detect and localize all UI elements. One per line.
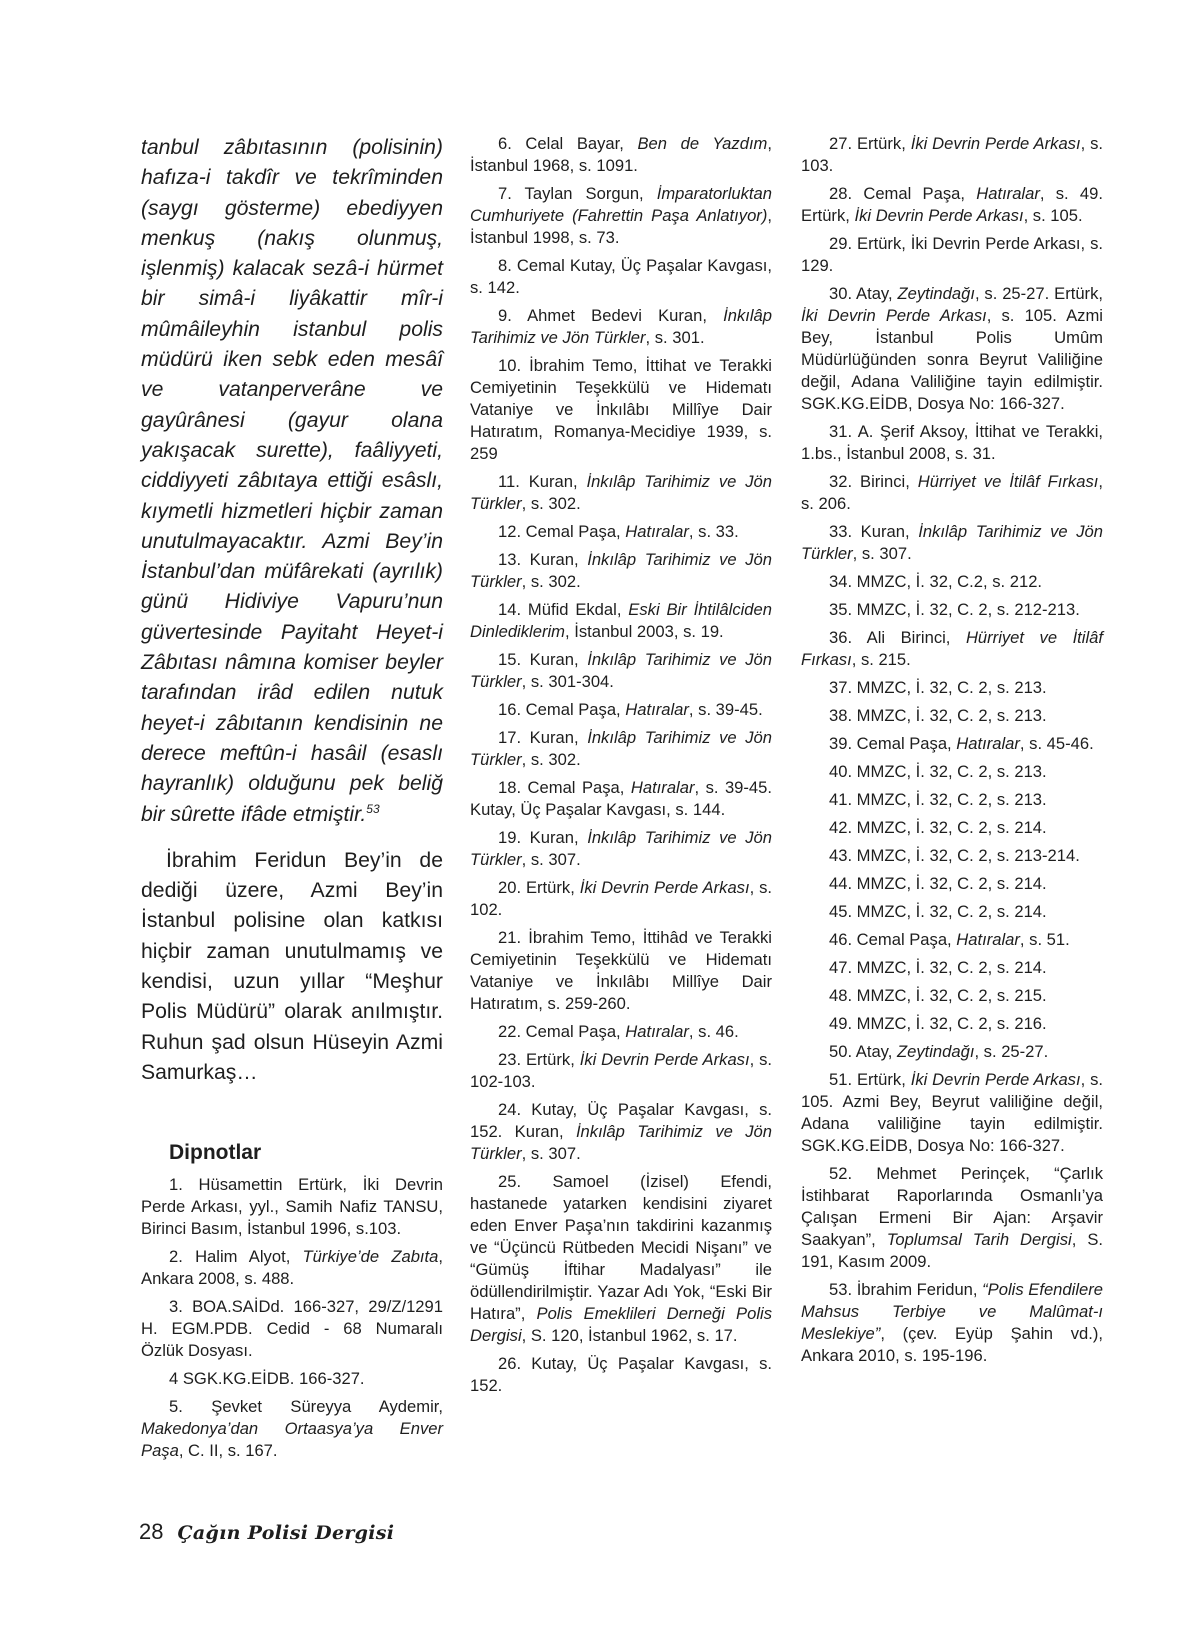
footnote-17: 17. Kuran, İnkılâp Tarihimiz ve Jön Türkler, s. 302. xyxy=(470,728,772,769)
footnote-4: 4 SGK.KG.EİDB. 166-327. xyxy=(169,1369,365,1389)
footnote-40: 40. MMZC, İ. 32, C. 2, s. 213. xyxy=(829,762,1047,781)
footnote-21: 21. İbrahim Temo, İttihâd ve Terakki Cemiyetinin Teşekkülü ve Hidematı Vataniye ve İnkılâbı Millîye Dair Hatıratım, s. 259-260. xyxy=(470,928,772,1013)
footnote-3: 3. BOA.SAİDd. 166-327, 29/Z/1291 H. EGM.PDB. Cedid - 68 Numaralı Özlük Dosyası. xyxy=(141,1297,443,1361)
footnote-39: 39. Cemal Paşa, Hatıralar, s. 45-46. xyxy=(829,734,1094,753)
left-column xyxy=(141,133,443,1468)
footnote-45: 45. MMZC, İ. 32, C. 2, s. 214. xyxy=(829,902,1047,921)
footnote-47: 47. MMZC, İ. 32, C. 2, s. 214. xyxy=(829,958,1047,977)
footnote-32: 32. Birinci, Hürriyet ve İtilâf Fırkası, s. 206. xyxy=(801,472,1103,513)
footnote-27: 27. Ertürk, İki Devrin Perde Arkası, s. 103. xyxy=(801,134,1103,175)
footnote-52: 52. Mehmet Perinçek, “Çarlık İstihbarat Raporlarında Osmanlı’ya Çalışan Ermeni Bir Ajan: Arşavir Saakyan”, Toplumsal Tarih Dergisi, S. 191, Kasım 2009. xyxy=(801,1164,1104,1271)
footnote-19: 19. Kuran, İnkılâp Tarihimiz ve Jön Türkler, s. 307. xyxy=(470,828,772,869)
footnote-15: 15. Kuran, İnkılâp Tarihimiz ve Jön Türkler, s. 301-304. xyxy=(470,650,772,691)
footnote-46: 46. Cemal Paşa, Hatıralar, s. 51. xyxy=(829,930,1070,949)
footnote-5: 5. Şevket Süreyya Aydemir, Makedonya’dan Ortaasya’ya Enver Paşa, C. II, s. 167. xyxy=(141,1397,443,1461)
footnote-24: 24. Kutay, Üç Paşalar Kavgası, s. 152. Kuran, İnkılâp Tarihimiz ve Jön Türkler, s. 307. xyxy=(470,1100,772,1163)
footnote-44: 44. MMZC, İ. 32, C. 2, s. 214. xyxy=(829,874,1047,893)
footnote-10: 10. İbrahim Temo, İttihat ve Terakki Cemiyetinin Teşekkülü ve Hidematı Vataniye ve İnkılâbı Millîye Dair Hatıratım, Romanya-Mecidiye 1939, s. 259 xyxy=(470,356,772,463)
footnote-23: 23. Ertürk, İki Devrin Perde Arkası, s. 102-103. xyxy=(470,1050,772,1091)
right-column xyxy=(801,133,1103,1373)
footnote-group-3 xyxy=(801,133,1103,1367)
page-footer xyxy=(139,1518,394,1548)
footnote-29: 29. Ertürk, İki Devrin Perde Arkası, s. 129. xyxy=(801,234,1103,275)
footnote-51: 51. Ertürk, İki Devrin Perde Arkası, s. 105. Azmi Bey, Beyrut valiliğine değil, Adana valiliğine tayin edilmiştir. SGK.KG.EİDB, Dosya No: 166-327. xyxy=(801,1070,1103,1155)
footnote-7: 7. Taylan Sorgun, İmparatorluktan Cumhuriyete (Fahrettin Paşa Anlatıyor), İstanbul 1998, s. 73. xyxy=(470,184,772,247)
footnote-8: 8. Cemal Kutay, Üç Paşalar Kavgası, s. 142. xyxy=(470,256,772,297)
journal-name: Çağın Polisi Dergisi xyxy=(177,1522,395,1544)
footnote-9: 9. Ahmet Bedevi Kuran, İnkılâp Tarihimiz ve Jön Türkler, s. 301. xyxy=(470,306,772,347)
footnote-53: 53. İbrahim Feridun, “Polis Efendilere Mahsus Terbiye ve Malûmat-ı Meslekiye”, (çev. Eyüp Şahin vd.), Ankara 2010, s. 195-196. xyxy=(801,1280,1103,1365)
footnote-20: 20. Ertürk, İki Devrin Perde Arkası, s. 102. xyxy=(470,878,772,919)
footnote-14: 14. Müfid Ekdal, Eski Bir İhtilâlciden Dinlediklerim, İstanbul 2003, s. 19. xyxy=(470,600,772,641)
footnote-50: 50. Atay, Zeytindağı, s. 25-27. xyxy=(829,1042,1049,1061)
footnote-42: 42. MMZC, İ. 32, C. 2, s. 214. xyxy=(829,818,1047,837)
footnote-22: 22. Cemal Paşa, Hatıralar, s. 46. xyxy=(498,1022,739,1041)
footnote-38: 38. MMZC, İ. 32, C. 2, s. 213. xyxy=(829,706,1047,725)
footnote-48: 48. MMZC, İ. 32, C. 2, s. 215. xyxy=(829,986,1047,1005)
footnote-43: 43. MMZC, İ. 32, C. 2, s. 213-214. xyxy=(829,846,1080,865)
quote-block xyxy=(141,133,443,830)
footnote-26: 26. Kutay, Üç Paşalar Kavgası, s. 152. xyxy=(470,1354,772,1395)
footnote-6: 6. Celal Bayar, Ben de Yazdım, İstanbul 1968, s. 1091. xyxy=(470,134,772,175)
quote-text: tanbul zâbıtasının (polisinin) hafıza-i takdîr ve tekrîminden (saygı gösterme) ebediyyen menkuş (nakış olunmuş, işlenmiş) kalacak sezâ-i hürmet bir simâ-i liyâkattir mîr-i mûmâileyhin istanbul polis müdürü iken sebk eden mesâî ve vatanperverâne ve gayûrânesi (gayur olana yakışacak surette), faâliyyeti, ciddiyyeti zâbıtaya ettiği esâslı, kıymetli hizmetleri hiçbir zaman unutulmayacaktır. Azmi Bey’in İstanbul’dan müfârekati (ayrılık) günü Hidiviye Vapuru’nun güvertesinde Payitaht Heyet-i Zâbıtası nâmına komiser beyler tarafından irâd edilen nutuk heyet-i zâbıtanın kendisinin ne derece meftûn-i hasâil (esaslı hayranlık) olduğunu pek beliğ bir sûrette ifâde etmiştir. xyxy=(141,136,443,826)
footnote-35: 35. MMZC, İ. 32, C. 2, s. 212-213. xyxy=(829,600,1080,619)
page-number: 28 xyxy=(139,1519,164,1544)
footnote-16: 16. Cemal Paşa, Hatıralar, s. 39-45. xyxy=(498,700,763,719)
footnote-28: 28. Cemal Paşa, Hatıralar, s. 49. Ertürk, İki Devrin Perde Arkası, s. 105. xyxy=(801,184,1104,225)
body-paragraph: İbrahim Feridun Bey’in de dediği üzere, Azmi Bey’in İstanbul polisine olan katkısı hiçbir zaman unutulmamış ve kendisi, uzun yıllar “Meşhur Polis Müdürü” olarak anılmıştır. Ruhun şad olsun Hüseyin Azmi Samurkaş… xyxy=(141,848,443,1084)
footnote-12: 12. Cemal Paşa, Hatıralar, s. 33. xyxy=(498,522,739,541)
footnote-34: 34. MMZC, İ. 32, C.2, s. 212. xyxy=(829,572,1043,591)
footnote-30: 30. Atay, Zeytindağı, s. 25-27. Ertürk, İki Devrin Perde Arkası, s. 105. Azmi Bey, İstanbul Polis Umûm Müdürlüğünden sonra Beyrut Valiliğine değil, Adana Valiliğine tayin edilmiştir. SGK.KG.EİDB, Dosya No: 166-327. xyxy=(801,284,1103,413)
footnote-33: 33. Kuran, İnkılâp Tarihimiz ve Jön Türkler, s. 307. xyxy=(801,522,1103,563)
footnote-37: 37. MMZC, İ. 32, C. 2, s. 213. xyxy=(829,678,1047,697)
footnote-11: 11. Kuran, İnkılâp Tarihimiz ve Jön Türkler, s. 302. xyxy=(470,472,772,513)
quote-footnote-ref[interactable]: 53 xyxy=(366,801,380,816)
quote-paragraph xyxy=(141,133,443,830)
footnote-group-1 xyxy=(141,1174,443,1462)
footnote-group-2 xyxy=(470,133,772,1397)
footnote-1: 1. Hüsamettin Ertürk, İki Devrin Perde Arkası, yyl., Samih Nafiz TANSU, Birinci Basım, İstanbul 1996, s.103. xyxy=(141,1175,443,1239)
footnote-41: 41. MMZC, İ. 32, C. 2, s. 213. xyxy=(829,790,1047,809)
footnote-25: 25. Samoel (İzisel) Efendi, hastanede yatarken kendisini ziyaret eden Enver Paşa’nın takdirini kazanmış ve “Üçüncü Rütbeden Mecidi Nişanı” ve “Gümüş İftihar Madalyası” ile ödüllendirilmiştir. Yazar Adı Yok, “Eski Bir Hatıra”, Polis Emeklileri Derneği Polis Dergisi, S. 120, İstanbul 1962, s. 17. xyxy=(470,1172,772,1345)
middle-column xyxy=(470,133,772,1403)
footnote-36: 36. Ali Birinci, Hürriyet ve İtilâf Fırkası, s. 215. xyxy=(801,628,1104,669)
footnotes-heading: Dipnotlar xyxy=(169,1141,262,1165)
footnote-13: 13. Kuran, İnkılâp Tarihimiz ve Jön Türkler, s. 302. xyxy=(470,550,772,591)
footnote-2: 2. Halim Alyot, Türkiye’de Zabıta, Ankara 2008, s. 488. xyxy=(141,1247,443,1289)
footnote-18: 18. Cemal Paşa, Hatıralar, s. 39-45. Kutay, Üç Paşalar Kavgası, s. 144. xyxy=(470,778,773,819)
footnote-31: 31. A. Şerif Aksoy, İttihat ve Terakki, 1.bs., İstanbul 2008, s. 31. xyxy=(801,422,1103,463)
footnote-49: 49. MMZC, İ. 32, C. 2, s. 216. xyxy=(829,1014,1047,1033)
